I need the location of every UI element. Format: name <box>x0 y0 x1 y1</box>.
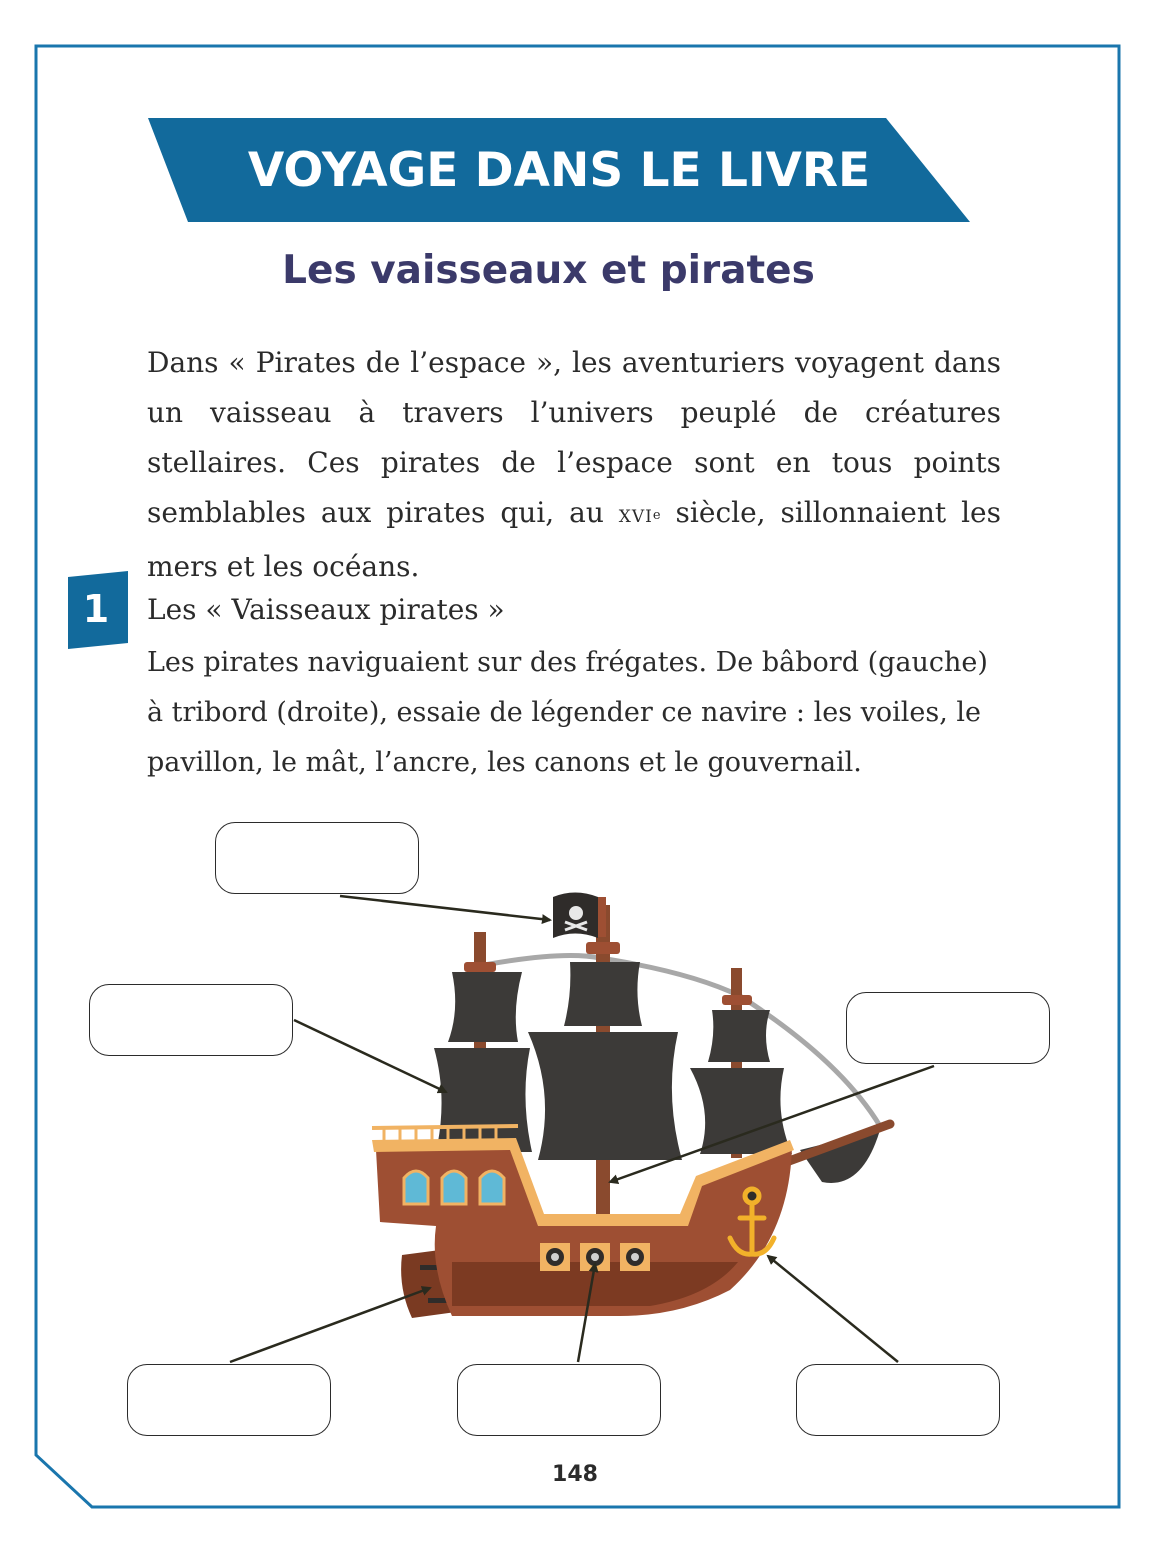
stern-windows <box>404 1171 504 1204</box>
label-box-sails[interactable] <box>89 984 293 1056</box>
page-number: 148 <box>552 1462 598 1487</box>
mizzen-sail-top <box>708 1010 770 1062</box>
exercise-instructions: Les pirates naviguaient sur des frégates. De bâbord (gauche) à tribord (droite), essaie de légender ce navire : les voiles, le pavillon, le mât, l’ancre, les canons et le gouvernail. <box>147 647 988 778</box>
exercise-number: 1 <box>82 587 110 631</box>
arrow-flag <box>340 896 550 920</box>
mizzen-sail-bottom <box>690 1068 792 1154</box>
banner-title: VOYAGE DANS LE LIVRE <box>247 142 871 198</box>
pirate-flag-icon <box>553 893 606 939</box>
century-numeral: XVI <box>618 507 653 527</box>
century-superscript: e <box>652 508 661 523</box>
intro-text-part2: siècle, sillonnaient les mers et les océans. <box>147 496 1001 583</box>
label-box-anchor[interactable] <box>796 1364 1000 1436</box>
label-box-mast[interactable] <box>846 992 1050 1064</box>
intro-text-part1: Dans « Pirates de l’espace », les aventuriers voyagent dans un vaisseau à travers l’univers peuplé de créatures stellaires. Ces pirates de l’espace sont en tous points semblables aux pirates qui, au <box>147 346 1001 529</box>
arrow-sail <box>294 1020 446 1092</box>
label-box-rudder[interactable] <box>127 1364 331 1436</box>
fore-sail-top <box>448 972 522 1042</box>
section-title: Les vaisseaux et pirates <box>282 248 815 293</box>
main-sail-top <box>564 962 642 1026</box>
main-sail-bottom <box>528 1032 682 1160</box>
label-box-cannons[interactable] <box>457 1364 661 1436</box>
exercise-title: Les « Vaisseaux pirates » <box>147 593 505 626</box>
arrow-rudder <box>230 1288 430 1362</box>
arrow-anchor <box>768 1256 898 1362</box>
label-box-flag[interactable] <box>215 822 419 894</box>
